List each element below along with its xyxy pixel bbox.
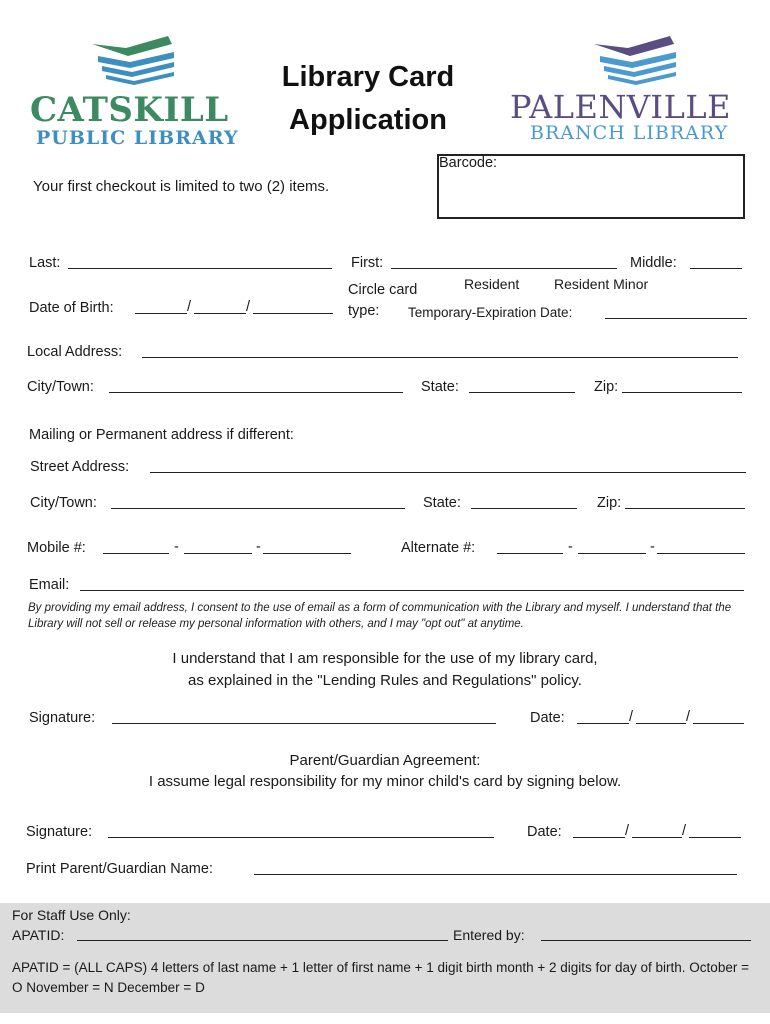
email-consent: By providing my email address, I consent to the use of email as a form of communication with the Library and myself. I understand that the Library will not sell or release my personal information with others, and I may "opt out" at anytime.	[28, 602, 732, 630]
mailing-header: Mailing or Permanent address if different:	[29, 427, 294, 443]
circle-card-type-label: type:	[348, 303, 380, 319]
mobile-label: Mobile #:	[27, 540, 86, 556]
state-field[interactable]	[469, 392, 575, 393]
catskill-sub: PUBLIC LIBRARY	[36, 127, 239, 149]
barcode-label: Barcode:	[439, 155, 498, 171]
mailing-state-field[interactable]	[471, 508, 577, 509]
street-address-label: Street Address:	[30, 459, 130, 475]
dob-year-field[interactable]	[253, 313, 333, 314]
guardian-date-day-field[interactable]	[632, 837, 682, 838]
card-type-resident-minor[interactable]: Resident Minor	[554, 276, 649, 292]
guardian-print-name-field[interactable]	[254, 874, 737, 875]
card-type-resident[interactable]: Resident	[464, 276, 520, 292]
zip-label: Zip:	[594, 379, 619, 395]
book-icon	[88, 34, 178, 86]
middle-name-field[interactable]	[690, 268, 742, 269]
alternate-prefix-field[interactable]	[578, 553, 646, 554]
guardian-signature-label: Signature:	[26, 824, 93, 840]
dob-label: Date of Birth:	[29, 300, 114, 316]
first-label: First:	[351, 255, 384, 271]
staff-header: For Staff Use Only:	[12, 907, 131, 923]
date-slash: /	[629, 709, 634, 725]
expiration-date-field[interactable]	[605, 318, 747, 319]
circle-card-label: Circle card	[348, 282, 418, 298]
title-line1: Library Card	[281, 61, 455, 93]
mailing-zip-field[interactable]	[625, 508, 745, 509]
dob-slash: /	[187, 299, 192, 315]
date-month-field[interactable]	[577, 723, 629, 724]
guardian-date-year-field[interactable]	[689, 837, 741, 838]
mobile-line-field[interactable]	[263, 553, 351, 554]
middle-label: Middle:	[630, 255, 677, 271]
guardian-statement: I assume legal responsibility for my minor child's card by signing below.	[148, 773, 622, 790]
alternate-line-field[interactable]	[657, 553, 745, 554]
dob-month-field[interactable]	[135, 313, 187, 314]
local-address-field[interactable]	[142, 357, 738, 358]
title-line2: Application	[289, 104, 447, 136]
alternate-area-field[interactable]	[497, 553, 563, 554]
dash: -	[650, 539, 655, 555]
zip-field[interactable]	[622, 392, 742, 393]
mailing-state-label: State:	[423, 495, 461, 511]
guardian-signature-field[interactable]	[108, 837, 494, 838]
barcode-field[interactable]	[437, 154, 745, 219]
page-title	[258, 56, 478, 142]
apatid-field[interactable]	[77, 940, 448, 941]
palenville-sub: BRANCH LIBRARY	[530, 122, 729, 144]
checkout-note: Your first checkout is limited to two (2) items.	[33, 178, 330, 195]
responsibility-line2: as explained in the "Lending Rules and Regulations" policy.	[188, 672, 582, 689]
date-day-field[interactable]	[636, 723, 686, 724]
date-year-field[interactable]	[693, 723, 744, 724]
mobile-prefix-field[interactable]	[184, 553, 252, 554]
card-type-temporary[interactable]: Temporary-Expiration Date:	[408, 305, 573, 320]
catskill-logo	[30, 34, 239, 149]
dash: -	[174, 539, 179, 555]
dob-day-field[interactable]	[194, 313, 246, 314]
mailing-city-field[interactable]	[111, 508, 405, 509]
palenville-name: PALENVILLE	[510, 88, 731, 126]
signature-field[interactable]	[112, 723, 496, 724]
guardian-header: Parent/Guardian Agreement:	[289, 752, 481, 769]
date-slash: /	[625, 823, 630, 839]
guardian-date-label: Date:	[527, 824, 562, 840]
date-slash: /	[686, 709, 691, 725]
catskill-name: CATSKILL	[30, 90, 229, 130]
apatid-label: APATID:	[12, 927, 65, 943]
email-label: Email:	[29, 577, 70, 593]
date-label: Date:	[530, 710, 565, 726]
street-address-field[interactable]	[150, 472, 746, 473]
last-label: Last:	[29, 255, 61, 271]
apatid-note: APATID = (ALL CAPS) 4 letters of last name + 1 letter of first name + 1 digit birth month + 2 digits for day of birth. October = O November = N December = D	[12, 960, 749, 995]
local-address-label: Local Address:	[27, 344, 123, 360]
staff-use-section	[0, 903, 770, 1013]
mobile-area-field[interactable]	[103, 553, 169, 554]
dash: -	[568, 539, 573, 555]
email-field[interactable]	[80, 590, 744, 591]
state-label: State:	[421, 379, 459, 395]
entered-by-field[interactable]	[541, 940, 751, 941]
entered-by-label: Entered by:	[453, 927, 525, 943]
guardian-date-month-field[interactable]	[573, 837, 625, 838]
responsibility-line1: I understand that I am responsible for the use of my library card,	[172, 650, 598, 667]
city-field[interactable]	[109, 392, 403, 393]
dob-slash: /	[246, 299, 251, 315]
book-icon	[590, 34, 680, 86]
date-slash: /	[682, 823, 687, 839]
palenville-logo	[510, 34, 750, 149]
alternate-label: Alternate #:	[401, 540, 476, 556]
guardian-print-name-label: Print Parent/Guardian Name:	[26, 861, 213, 877]
last-name-field[interactable]	[68, 268, 332, 269]
mailing-zip-label: Zip:	[597, 495, 622, 511]
dash: -	[256, 539, 261, 555]
first-name-field[interactable]	[391, 268, 617, 269]
mailing-city-label: City/Town:	[30, 495, 97, 511]
city-label: City/Town:	[27, 379, 94, 395]
signature-label: Signature:	[29, 710, 96, 726]
